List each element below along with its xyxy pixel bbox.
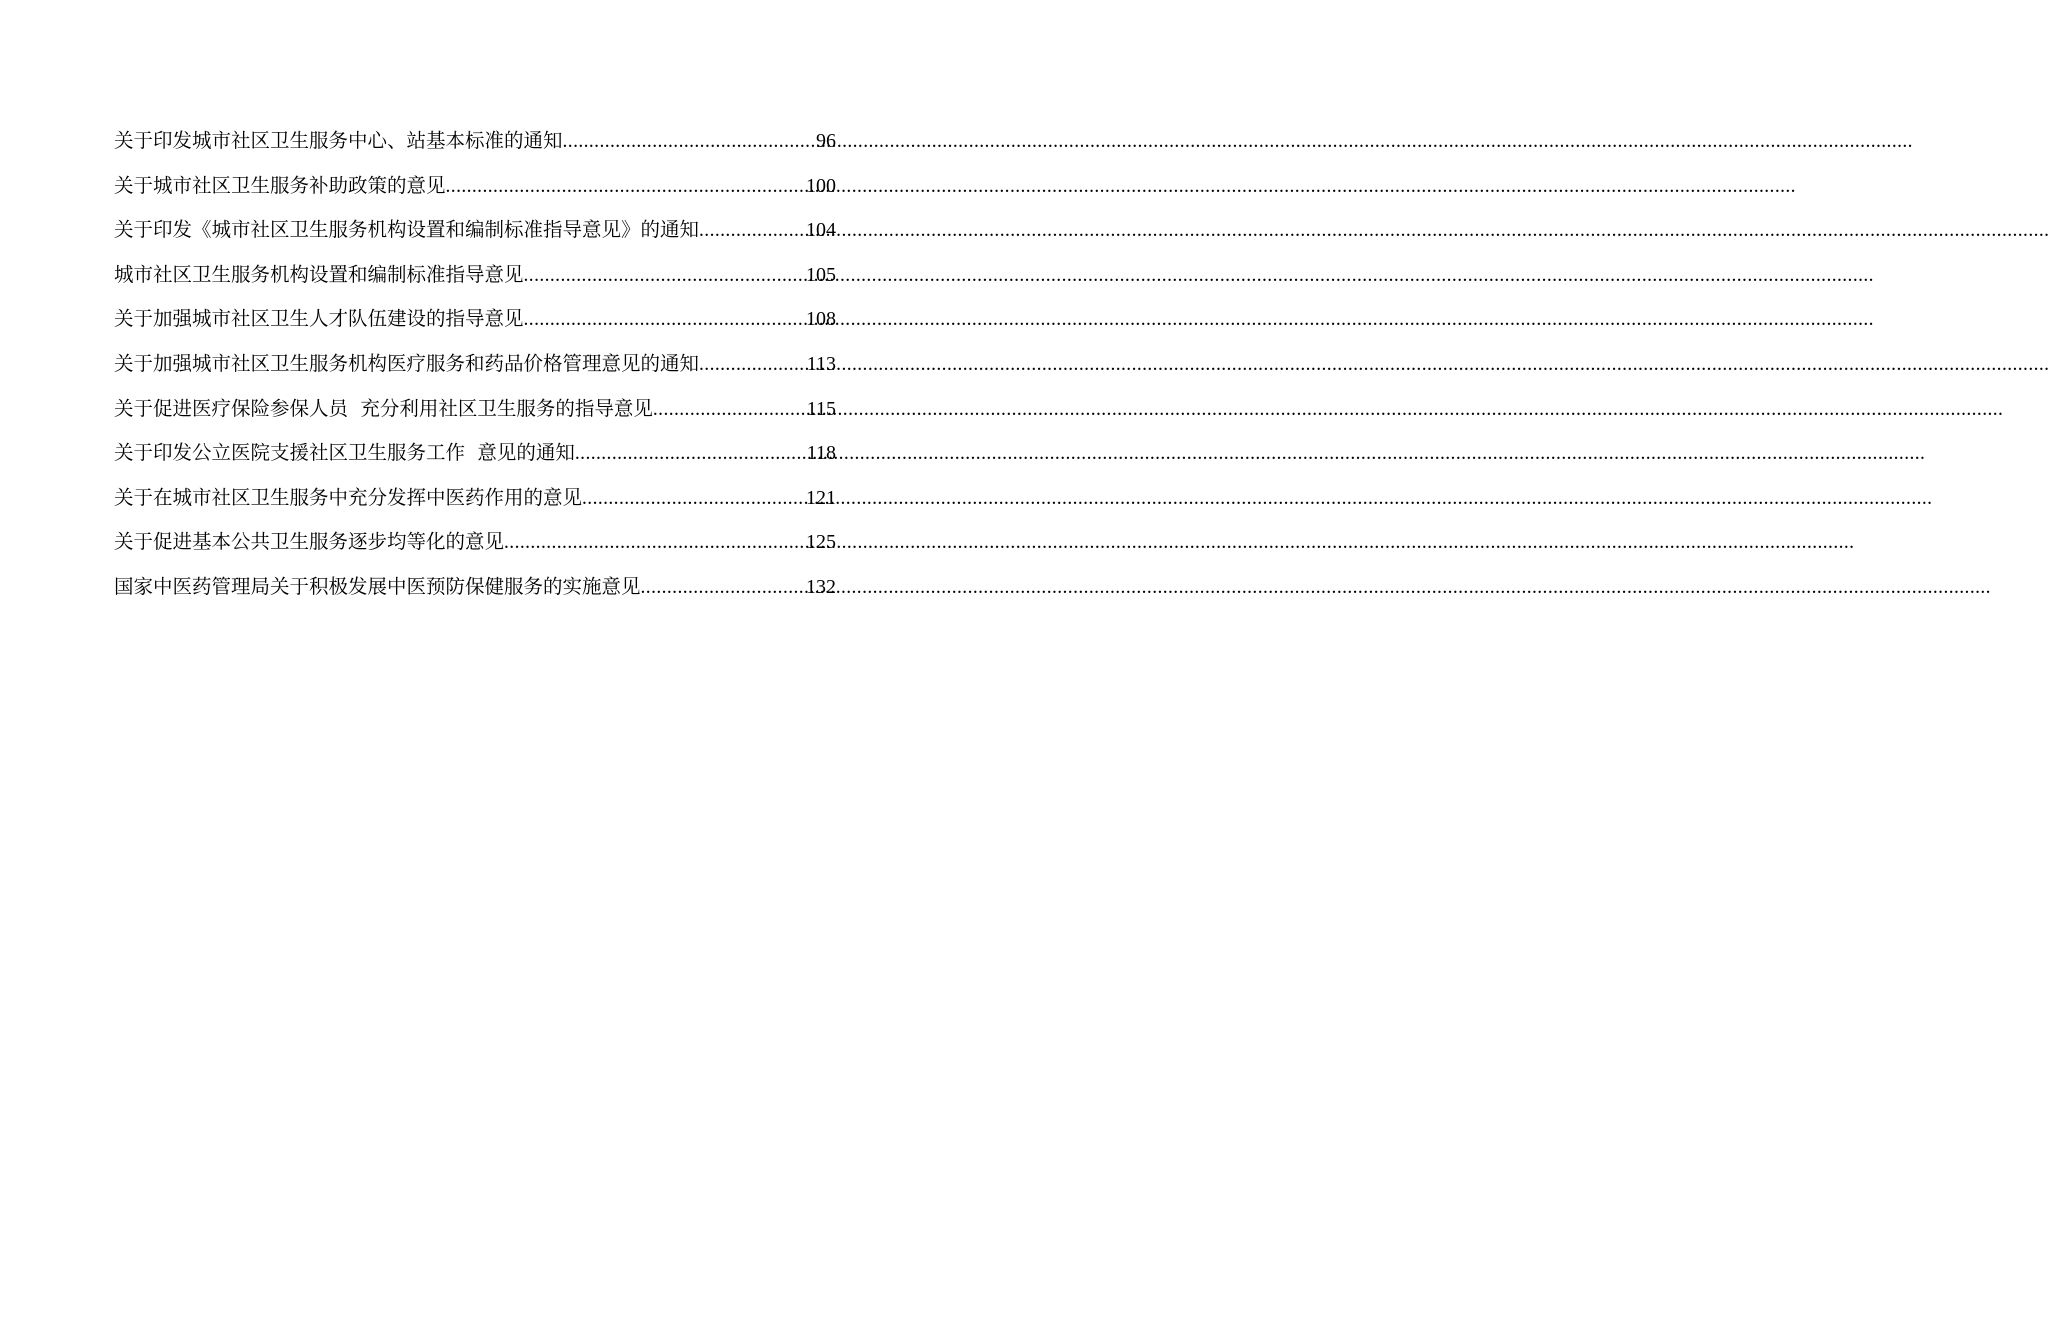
toc-page-number: 100 [806, 174, 836, 197]
toc-dot-leader [699, 209, 805, 254]
toc-page-number: 96 [816, 130, 836, 152]
toc-entry[interactable] [114, 297, 836, 342]
toc-entry[interactable] [114, 253, 836, 298]
toc-entry[interactable] [114, 476, 836, 521]
toc-page-number: 121 [806, 486, 836, 509]
toc-page-number: 118 [806, 442, 836, 465]
toc-entry-title: 关于促进医疗保险参保人员 充分利用社区卫生服务的指导意见 [114, 396, 653, 420]
toc-entry[interactable] [114, 342, 836, 387]
toc-entry[interactable] [114, 164, 836, 209]
toc-entry-title: 关于城市社区卫生服务补助政策的意见 [114, 173, 446, 197]
toc-dot-leader [446, 165, 805, 210]
toc-entry-title: 关于在城市社区卫生服务中充分发挥中医药作用的意见 [114, 485, 583, 509]
toc-dot-leader [582, 477, 805, 522]
toc-entry[interactable] [114, 431, 836, 476]
toc-entry-title: 关于促进基本公共卫生服务逐步均等化的意见 [114, 530, 505, 554]
toc-page-number: 125 [806, 531, 836, 554]
toc-entry-title: 关于加强城市社区卫生人才队伍建设的指导意见 [114, 307, 524, 331]
toc-page-number: 115 [806, 397, 836, 420]
toc-dot-leader [504, 521, 805, 566]
toc-entry[interactable] [114, 520, 836, 565]
toc-page-number: 104 [806, 219, 836, 242]
toc-entry-title: 国家中医药管理局关于积极发展中医预防保健服务的实施意见 [114, 574, 641, 598]
table-of-contents [114, 119, 836, 610]
toc-entry[interactable] [114, 208, 836, 253]
toc-dot-leader [563, 120, 815, 165]
toc-page-number: 132 [806, 575, 836, 598]
toc-entry-title: 关于印发公立医院支援社区卫生服务工作 意见的通知 [114, 441, 575, 465]
toc-entry[interactable] [114, 119, 836, 164]
toc-dot-leader [641, 566, 805, 611]
toc-entry[interactable] [114, 565, 836, 610]
toc-entry-title: 关于印发《城市社区卫生服务机构设置和编制标准指导意见》的通知 [114, 218, 700, 242]
toc-dot-leader [575, 432, 806, 477]
toc-entry-title: 城市社区卫生服务机构设置和编制标准指导意见 [114, 262, 524, 286]
toc-page-number: 113 [806, 352, 836, 375]
toc-dot-leader [524, 298, 805, 343]
toc-entry[interactable] [114, 387, 836, 432]
toc-entry-title: 关于加强城市社区卫生服务机构医疗服务和药品价格管理意见的通知 [114, 351, 700, 375]
toc-entry-title: 关于印发城市社区卫生服务中心、站基本标准的通知 [114, 129, 563, 152]
toc-dot-leader [699, 343, 806, 388]
toc-page-number: 108 [806, 308, 836, 331]
document-page [0, 0, 950, 1344]
toc-dot-leader [524, 254, 805, 299]
toc-page-number: 105 [806, 263, 836, 286]
toc-dot-leader [653, 388, 806, 433]
